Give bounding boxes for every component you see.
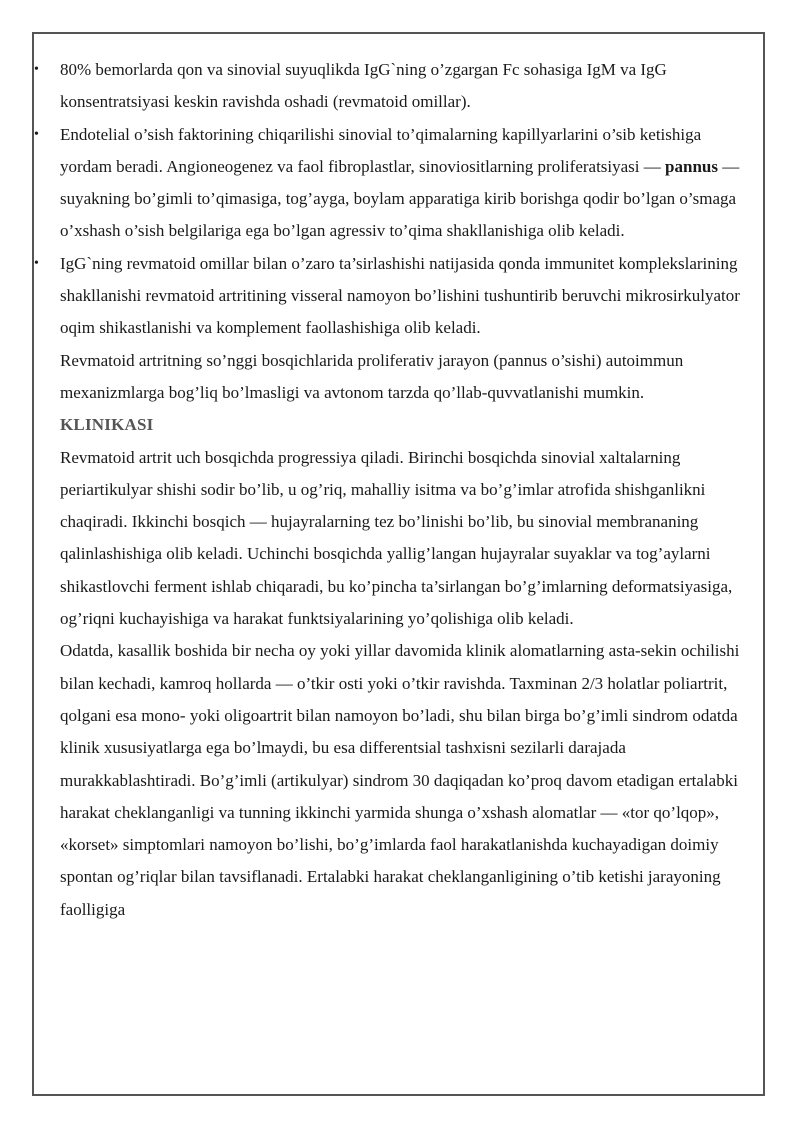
paragraph-bosqichlar: Revmatoid artrit uch bosqichda progressiya qiladi. Birinchi bosqichda sinovial xaltalarning periartikulyar shishi sodir bo’lib, u og’riq, mahalliy isitma va bo’g’imlar atrofida shishganlikni chaqiradi. Ikkinchi bosqich — hujayralarning tez bo’linishi bo’lib, bu sinovial membrananing qalinlashishiga olib keladi. Uchinchi bosqichda yallig’langan hujayralar suyaklar va tog’aylarni shikastlovchi ferment ishlab chiqaradi, bu ko’pincha ta’sirlangan bo’g’imlarning deformatsiyasiga, og’riqni kuchayishiga va harakat funktsiyalarining yo’qolishiga olib keladi.	[60, 447, 733, 629]
bullet-text-before: Endotelial o’sish faktorining chiqarilishi sinovial to’qimalarning kapillyarlarini o’sib ketishiga yordam beradi. Angioneogenez va faol fibroplastlar, sinoviositlarning proliferatsiyasi —	[60, 124, 702, 176]
paragraph-proliferativ-jarayon: Revmatoid artritning so’nggi bosqichlarida proliferativ jarayon (pannus o’sishi) autoimmun mexanizmlarga bog’liq bo’lmasligi va avtonom tarzda qo’llab-quvvatlanishi mumkin.	[60, 350, 684, 402]
document-body	[60, 54, 740, 926]
bullet-text: 80% bemorlarda qon va sinovial suyuqlikda IgG`ning o’zgargan Fc sohasiga IgM va IgG konsentratsiyasi keskin ravishda oshadi (revmatoid omillar).	[60, 60, 667, 112]
section-heading: KLINIKASI	[60, 415, 154, 435]
bullet-item-pannus	[60, 119, 740, 248]
bold-term-pannus: pannus	[665, 156, 718, 176]
bullet-item-revmatoid-omillar	[60, 54, 740, 119]
paragraph-klinik-alomatlar: Odatda, kasallik boshida bir necha oy yoki yillar davomida klinik alomatlarning asta-sekin ochilishi bilan kechadi, kamroq hollarda — o’tkir osti yoki o’tkir ravishda. Taxminan 2/3 holatlar poliartrit, qolgani esa mono- yoki oligoartrit bilan namoyon bo’ladi, shu bilan birga bo’g’imli sindrom odatda klinik xususiyatlarga ega bo’lmaydi, bu esa differentsial tashxisni sezilarli darajada murakkablashtiradi. Bo’g’imli (artikulyar) sindrom 30 daqiqadan ko’proq davom etadigan ertalabki harakat cheklanganligi va tunning ikkinchi yarmida shunga o’xshash alomatlar — «tor qo’lqop», «korset» simptomlari namoyon bo’lishi, bo’g’imlarda faol harakatlanishda kuchayadigan doimiy spontan og’riqlar bilan tavsiflanadi. Ertalabki harakat cheklanganligining o’tib ketishi jarayoning faolligiga	[60, 641, 740, 919]
bullet-text-after: — suyakning bo’gimli to’qimasiga, tog’ayga, boylam apparatiga kirib borishga qodir bo’lgan o’smaga o’xshash o’sish belgilariga ega bo’lgan agressiv to’qima shakllanishiga olib keladi.	[60, 156, 740, 241]
bullet-item-immunitet-komplekslari	[60, 248, 740, 345]
bullet-text: IgG`ning revmatoid omillar bilan o’zaro ta’sirlashishi natijasida qonda immunitet komplekslarining shakllanishi revmatoid artritining visseral namoyon bo’lishini tushuntirib beruvchi mikrosirkulyator oqim shikastlanishi va komplement faollashishiga olib keladi.	[60, 253, 740, 338]
